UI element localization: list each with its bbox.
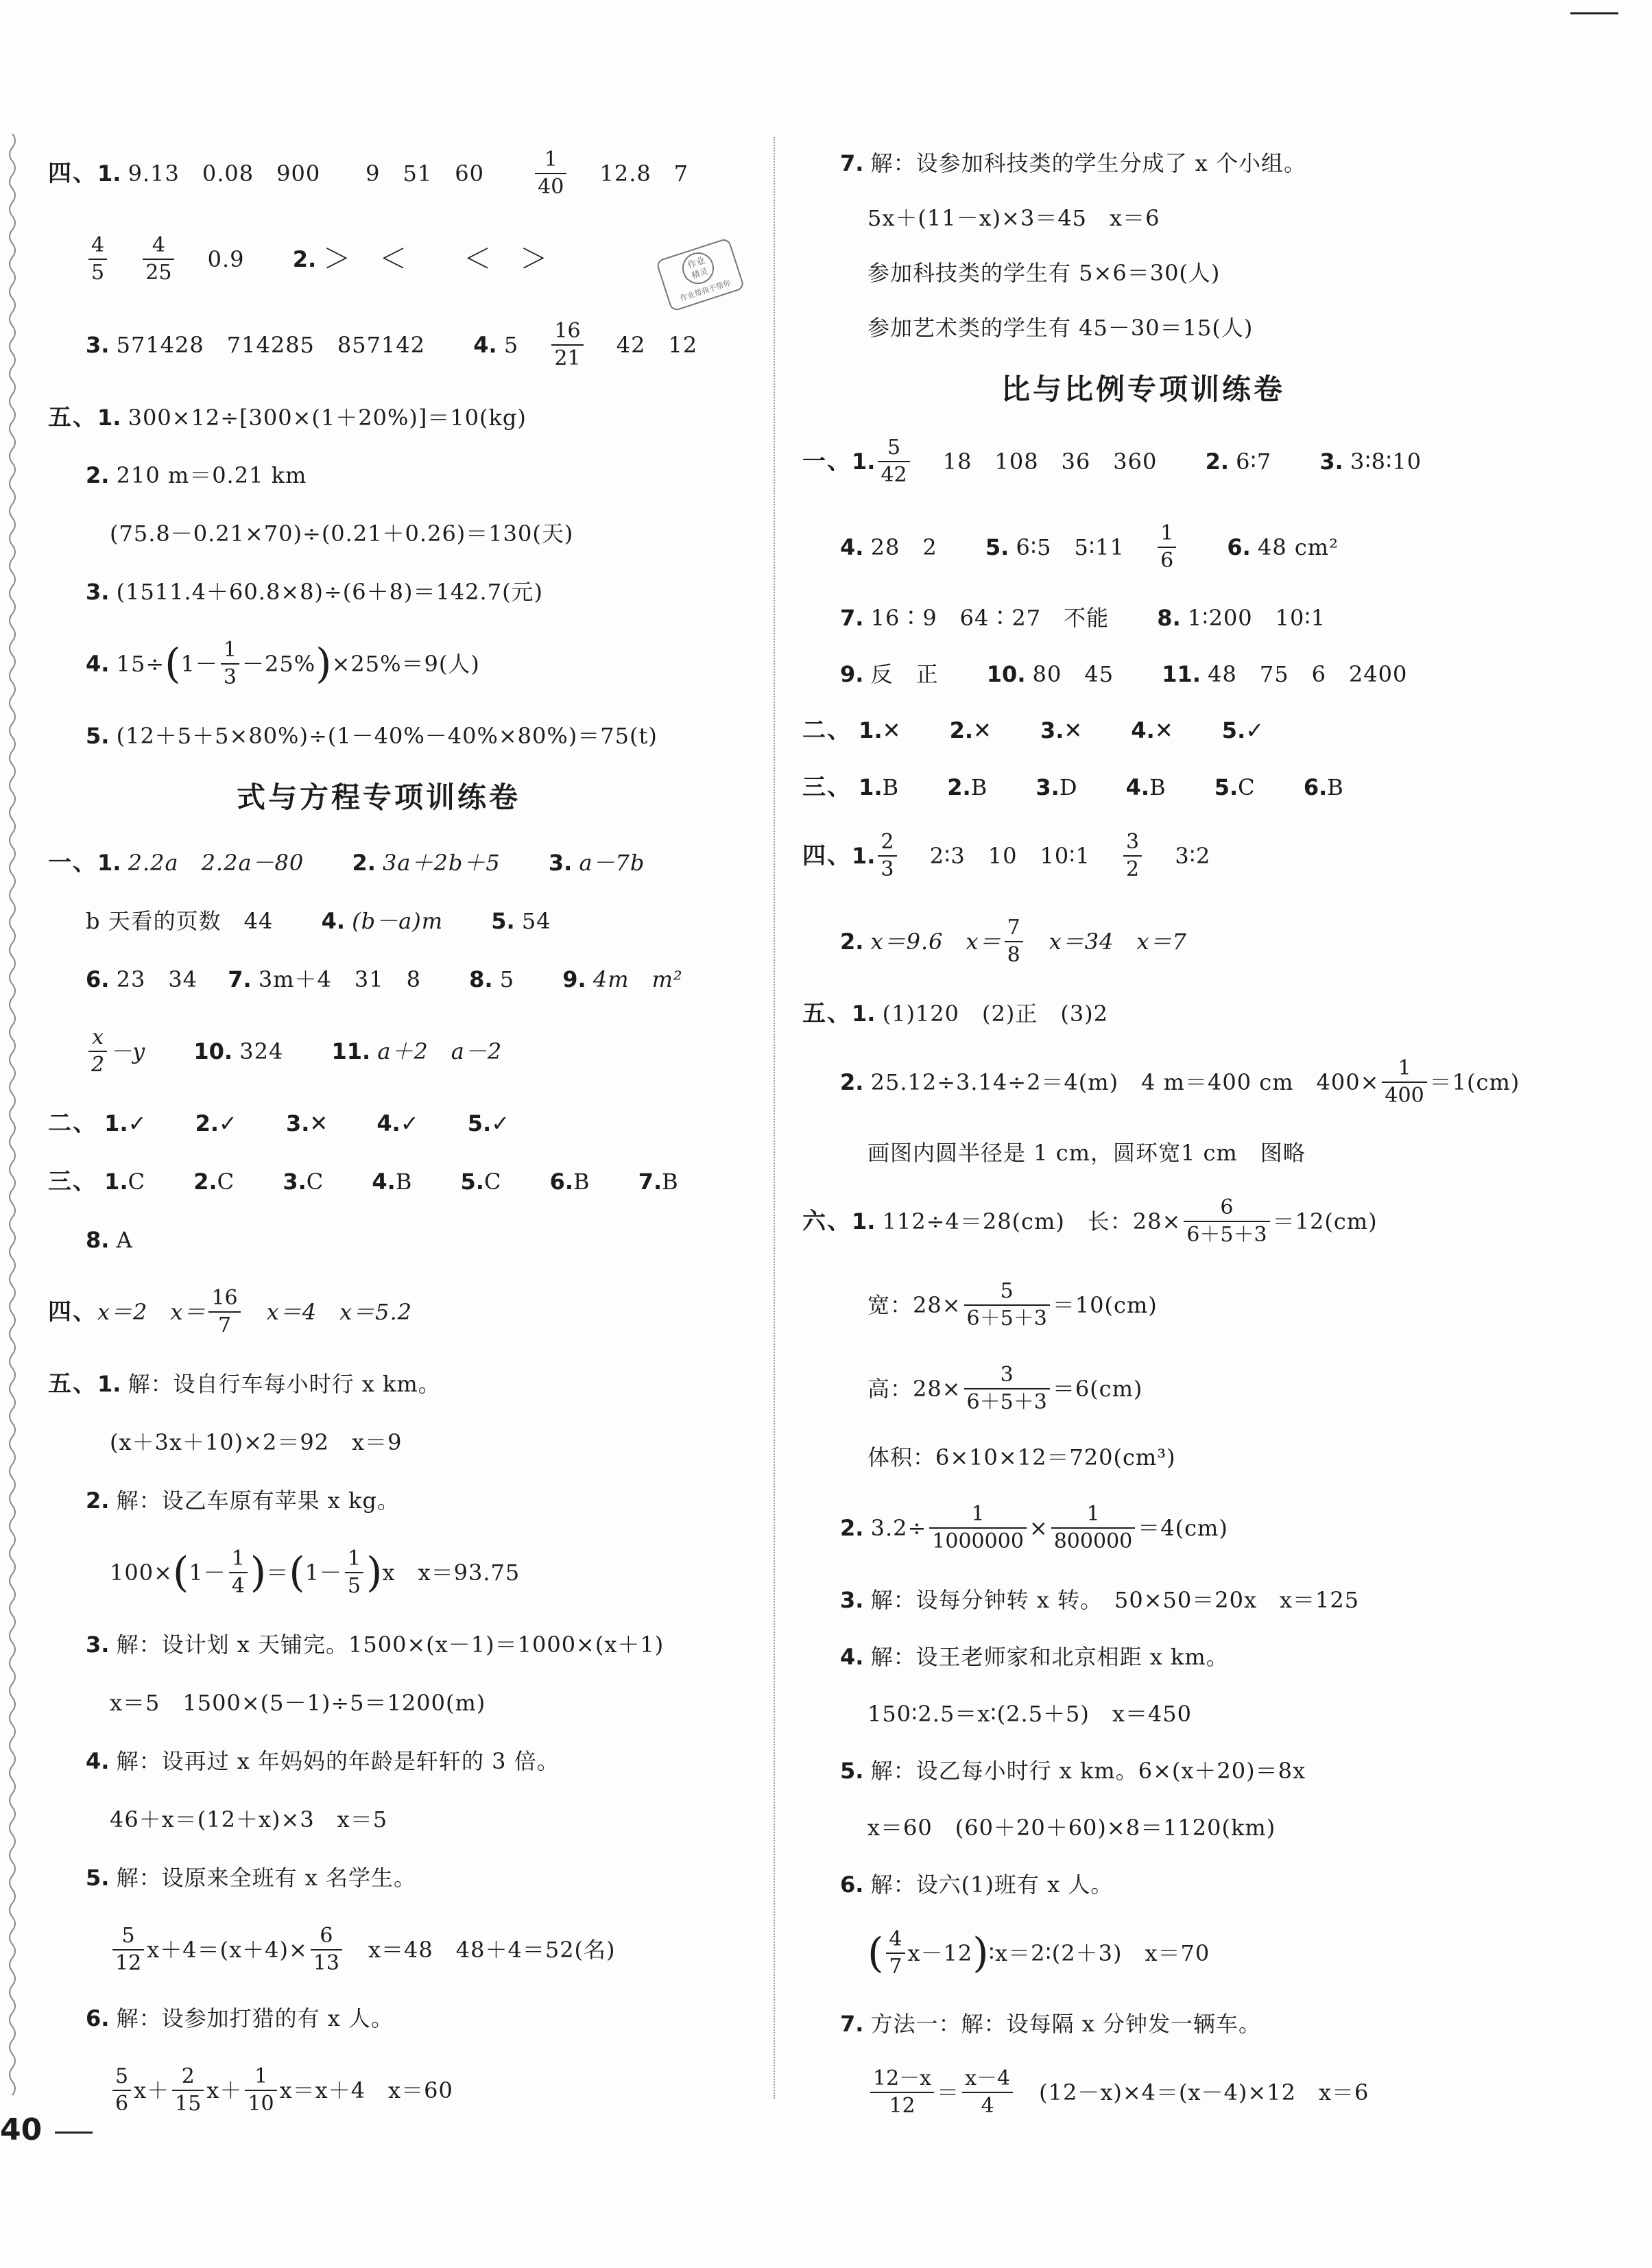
answer-text: 42 12 bbox=[616, 331, 698, 358]
l-t5-line3: 2. 解：设乙车原有苹果 x kg。 bbox=[86, 1487, 400, 1514]
r-r6-line5: 2. 3.2÷ $\frac{1}{1000000}$ × $\frac{1}{800000}$ ＝4(cm) bbox=[840, 1501, 1228, 1553]
fraction: $\frac{12-x}{12}$ bbox=[870, 2068, 934, 2116]
l-s4-line3 bbox=[86, 309, 697, 377]
r-r5-line3: 画图内圆半径是 1 cm，圆环宽1 cm 图略 bbox=[867, 1139, 1306, 1166]
l-t1-line3: 6. 23 34 7. 3m＋4 31 8 8. 5 9. 4m m² bbox=[86, 966, 683, 992]
section-title: 比与比例专项训练卷 bbox=[1001, 372, 1286, 406]
binding-wave-border bbox=[5, 134, 19, 2102]
l-s4-line1 bbox=[48, 137, 689, 206]
l-t4-line: 四、x＝2 x＝ $\frac{16}{7}$ x＝4 x＝5.2 bbox=[48, 1285, 413, 1337]
l-t2-line: 二、 1.✓ 2.✓ 3.✕ 4.✓ 5.✓ bbox=[48, 1109, 511, 1137]
item-num: 4. bbox=[473, 331, 497, 358]
l-s5-line2: 2. 210 m＝0.21 km bbox=[86, 462, 307, 488]
stamp-line2: 精灵 bbox=[690, 266, 710, 281]
fraction: $\frac{5}{12}$ bbox=[112, 1926, 144, 1974]
l-t3-line: 三、 1.C 2.C 3.C 4.B 5.C 6.B 7.B bbox=[48, 1167, 679, 1195]
r-r6-line4: 体积：6×10×12＝720(cm³) bbox=[867, 1444, 1176, 1470]
answer-text: 12.8 7 bbox=[599, 160, 689, 187]
l-s5-line6: 5. (12＋5＋5×80%)÷(1－40%－40%×80%)＝75(t) bbox=[86, 722, 658, 749]
r-r1-line4: 9. 反 正 10. 80 45 11. 48 75 6 2400 bbox=[840, 660, 1408, 687]
r-r4-line1: 四、1. $\frac{2}{3}$ 2∶3 10 10∶1 $\frac{3}{2}$ 3∶2 bbox=[802, 829, 1211, 881]
r-r3-line: 三、 1.B 2.B 3.D 4.B 5.C 6.B bbox=[802, 773, 1344, 801]
stamp-line1: 作业 bbox=[686, 255, 707, 272]
r-q7-line1: 7. 解：设参加科技类的学生分成了 x 个小组。 bbox=[840, 150, 1306, 176]
fraction: $\frac{3}{6+5+3}$ bbox=[964, 1365, 1050, 1413]
page-number-rule bbox=[55, 2132, 93, 2134]
r-r6-line7: 4. 解：设王老师家和北京相距 x km。 bbox=[840, 1643, 1229, 1670]
fraction: $\frac{1}{6}$ bbox=[1158, 523, 1176, 571]
l-t5-line4: 100×(1－ $\frac{1}{4}$ )＝(1－ $\frac{1}{5}$ )x x＝93.75 bbox=[110, 1546, 520, 1598]
r-r6-line12: ( $\frac{4}{7}$ x－12)∶x＝2∶(2＋3) x＝70 bbox=[867, 1926, 1210, 1979]
fraction: $\frac{1}{3}$ bbox=[221, 640, 239, 688]
r-q7-line4: 参加艺术类的学生有 45－30＝15(人) bbox=[867, 314, 1254, 341]
fraction: $\frac{x-4}{4}$ bbox=[962, 2068, 1013, 2116]
fraction: $\frac{16}{21}$ bbox=[551, 321, 583, 369]
answer-text: 571428 714285 857142 bbox=[116, 331, 426, 358]
fraction: $\frac{4}{25}$ bbox=[143, 235, 174, 283]
watermark-stamp bbox=[650, 233, 753, 315]
fraction: $\frac{3}{2}$ bbox=[1123, 832, 1142, 880]
r-r2-line: 二、 1.✕ 2.✕ 3.✕ 4.✕ 5.✓ bbox=[802, 716, 1265, 744]
fraction: $\frac{7}{8}$ bbox=[1005, 918, 1023, 966]
l-t5-line1: 五、1. 解：设自行车每小时行 x km。 bbox=[48, 1370, 441, 1398]
fraction: $\frac{1}{5}$ bbox=[345, 1549, 363, 1597]
r-r6-line6: 3. 解：设每分钟转 x 转。 50×50＝20x x＝125 bbox=[840, 1586, 1360, 1613]
r-r1-line1: 一、1. $\frac{5}{42}$ 18 108 36 360 2. 6∶7 3. 3∶8∶10 bbox=[802, 435, 1422, 487]
fraction: $\frac{2}{3}$ bbox=[878, 832, 896, 880]
section-title: 式与方程专项训练卷 bbox=[237, 780, 521, 814]
l-t5-line9: 5. 解：设原来全班有 x 名学生。 bbox=[86, 1864, 416, 1891]
r-r6-line3: 高：28× $\frac{3}{6+5+3}$ ＝6(cm) bbox=[867, 1362, 1143, 1414]
fraction: $\frac{6}{6+5+3}$ bbox=[1184, 1197, 1269, 1245]
section-head: 四、 bbox=[48, 159, 97, 187]
l-t5-line5: 3. 解：设计划 x 天铺完。1500×(x－1)＝1000×(x＋1) bbox=[86, 1631, 665, 1658]
fraction: $\frac{5}{6+5+3}$ bbox=[964, 1281, 1050, 1329]
fraction: $\frac{1}{1000000}$ bbox=[929, 1504, 1027, 1552]
page-number: 40 bbox=[0, 2112, 43, 2147]
column-divider bbox=[774, 137, 775, 2099]
l-t5-line8: 46＋x＝(12＋x)×3 x＝5 bbox=[110, 1806, 388, 1833]
answer-text: 300×12÷[300×(1＋20%)]＝10(kg) bbox=[128, 404, 527, 431]
fraction: $\frac{16}{7}$ bbox=[208, 1288, 240, 1336]
r-q7-line3: 参加科技类的学生有 5×6＝30(人) bbox=[867, 259, 1221, 286]
fraction: $\frac{2}{15}$ bbox=[172, 2066, 204, 2114]
r-r6-line14: $\frac{12-x}{12}$ ＝ $\frac{x-4}{4}$ (12－x)×4＝(x－4)×12 x＝6 bbox=[867, 2056, 1369, 2125]
l-t1-line2: b 天看的页数 44 4. (b－a)m 5. 54 bbox=[86, 907, 551, 934]
answer-text: ＞ ＜ ＜ ＞ bbox=[323, 243, 549, 275]
item-num: 2. bbox=[292, 246, 317, 272]
l-t1-line4: $\frac{x}{2}$ －y 10. 324 11. a＋2 a－2 bbox=[86, 1015, 502, 1084]
l-t3-line2: 8. A bbox=[86, 1226, 133, 1253]
r-r6-line10: x＝60 (60＋20＋60)×8＝1120(km) bbox=[867, 1814, 1276, 1841]
l-t5-line11: 6. 解：设参加打猎的有 x 人。 bbox=[86, 2005, 394, 2031]
fraction: $\frac{4}{7}$ bbox=[886, 1929, 905, 1977]
l-s4-line2 bbox=[86, 223, 548, 291]
r-r6-line8: 150∶2.5＝x∶(2.5＋5) x＝450 bbox=[867, 1700, 1193, 1727]
fraction: $\frac{1}{400}$ bbox=[1382, 1058, 1426, 1106]
fraction: $\frac{4}{5}$ bbox=[88, 235, 107, 283]
l-s5-line4: 3. (1511.4＋60.8×8)÷(6＋8)＝142.7(元) bbox=[86, 578, 544, 605]
l-t5-line6: x＝5 1500×(5－1)÷5＝1200(m) bbox=[110, 1689, 486, 1716]
r-r5-line2: 2. 25.12÷3.14÷2＝4(m) 4 m＝400 cm 400× $\frac{1}{400}$ ＝1(cm) bbox=[840, 1055, 1520, 1108]
r-q7-line2: 5x＋(11－x)×3＝45 x＝6 bbox=[867, 204, 1160, 231]
l-t5-line12: $\frac{5}{6}$ x＋ $\frac{2}{15}$ x＋ $\frac{1}{10}$ x＝x＋4 x＝60 bbox=[110, 2054, 453, 2123]
l-t5-line10: $\frac{5}{12}$ x＋4＝(x＋4)× $\frac{6}{13}$ x＝48 48＋4＝52(名) bbox=[110, 1913, 616, 1982]
item-num: 1. bbox=[97, 160, 121, 187]
fraction: $\frac{1}{10}$ bbox=[245, 2066, 276, 2114]
answer-text: 5 bbox=[503, 331, 519, 358]
l-t5-line7: 4. 解：设再过 x 年妈妈的年龄是轩轩的 3 倍。 bbox=[86, 1747, 560, 1774]
r-r6-line9: 5. 解：设乙每小时行 x km。6×(x＋20)＝8x bbox=[840, 1757, 1306, 1784]
fraction: $\frac{1}{800000}$ bbox=[1051, 1504, 1136, 1552]
l-s5-line3: (75.8－0.21×70)÷(0.21＋0.26)＝130(天) bbox=[110, 520, 574, 547]
answer-text: 0.9 bbox=[207, 246, 245, 272]
l-t1-line1: 一、1. 2.2a 2.2a－80 2. 3a＋2b＋5 3. a－7b bbox=[48, 848, 645, 876]
fraction: $\frac{5}{42}$ bbox=[878, 438, 909, 486]
r-r1-line2: 4. 28 2 5. 6∶5 5∶11 $\frac{1}{6}$ 6. 48 cm² bbox=[840, 521, 1339, 573]
r-r6-line13: 7. 方法一：解：设每隔 x 分钟发一辆车。 bbox=[840, 2010, 1261, 2037]
fraction: $\frac{x}{2}$ bbox=[88, 1027, 107, 1075]
r-r6-line11: 6. 解：设六(1)班有 x 人。 bbox=[840, 1871, 1114, 1898]
r-r1-line3: 7. 16∶9 64∶27 不能 8. 1∶200 10∶1 bbox=[840, 604, 1326, 631]
stamp-line3: 作业帮我不帮你 bbox=[679, 278, 732, 303]
r-r6-line1: 六、1. 112÷4＝28(cm) 长：28× $\frac{6}{6+5+3}$ ＝12(cm) bbox=[802, 1195, 1378, 1247]
r-r4-line2: 2. x＝9.6 x＝ $\frac{7}{8}$ x＝34 x＝7 bbox=[840, 915, 1187, 967]
fraction: $\frac{6}{13}$ bbox=[311, 1926, 342, 1974]
fraction: $\frac{1}{4}$ bbox=[229, 1549, 248, 1597]
r-r6-line2: 宽：28× $\frac{5}{6+5+3}$ ＝10(cm) bbox=[867, 1278, 1158, 1330]
answer-text: 9.13 0.08 900 9 51 60 bbox=[128, 160, 484, 187]
fraction: $\frac{1}{40}$ bbox=[535, 150, 566, 198]
l-t5-line2: (x＋3x＋10)×2＝92 x＝9 bbox=[110, 1429, 403, 1455]
l-s5-line5: 4. 15÷(1－ $\frac{1}{3}$ －25%)×25%＝9(人) bbox=[86, 637, 480, 689]
top-rule bbox=[1570, 12, 1618, 14]
r-r5-line1: 五、1. (1)120 (2)正 (3)2 bbox=[802, 999, 1109, 1027]
item-num: 3. bbox=[86, 331, 110, 358]
l-s5-line1: 五、1. 300×12÷[300×(1＋20%)]＝10(kg) bbox=[48, 395, 527, 436]
fraction: $\frac{5}{6}$ bbox=[112, 2066, 131, 2114]
